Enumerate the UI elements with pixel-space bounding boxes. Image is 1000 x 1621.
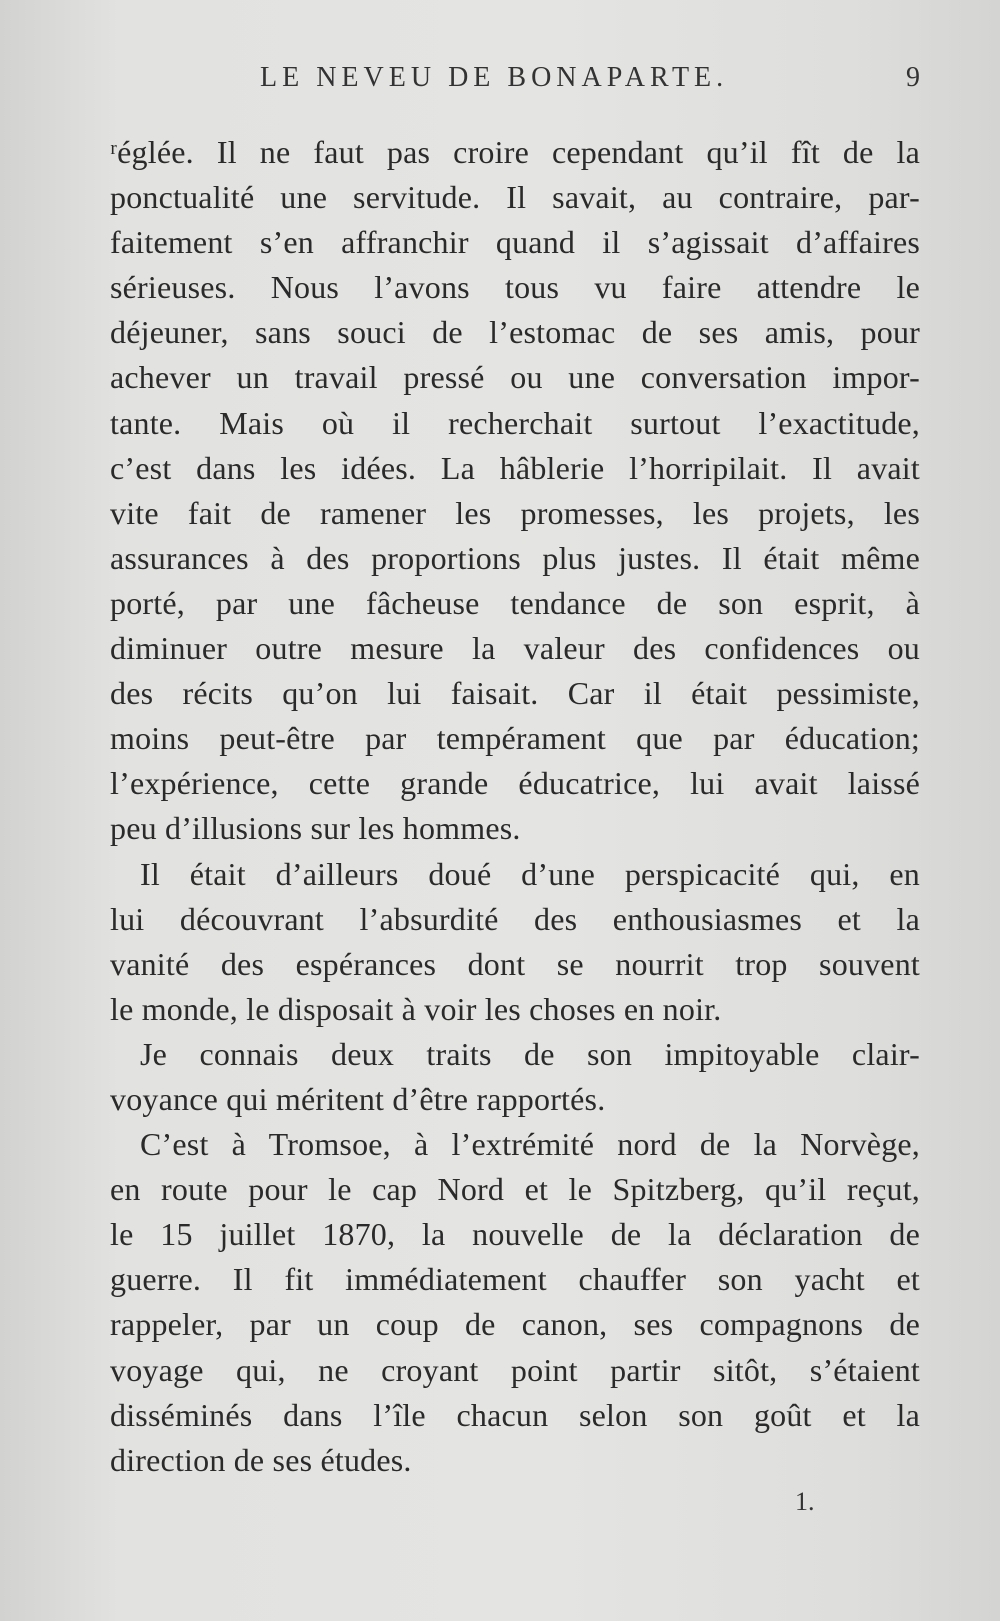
text-line: vanité des espérances dont se nourrit trop souvent [110, 945, 920, 982]
text-line: le 15 juillet 1870, la nouvelle de la déclaration de [110, 1216, 920, 1253]
text-line: tante. Mais où il recherchait surtout l’exactitude, [110, 404, 920, 441]
text-line: Je connais deux traits de son impitoyable clair- [140, 1035, 920, 1072]
text-line: C’est à Tromsoe, à l’extrémité nord de la Norvège, [140, 1126, 920, 1163]
text-line: diminuer outre mesure la valeur des confidences ou [110, 630, 920, 667]
running-head [110, 62, 920, 102]
text-line: rappeler, par un coup de canon, ses compagnons de [110, 1306, 920, 1343]
body-text [110, 130, 920, 1483]
text-line: voyance qui méritent d’être rapportés. [110, 1080, 606, 1117]
text-line: achever un travail pressé ou une conversation impor- [110, 359, 920, 396]
text-line: vite fait de ramener les promesses, les projets, les [110, 494, 920, 531]
text-line: moins peut-être par tempérament que par éducation; [110, 720, 920, 757]
text-line: sérieuses. Nous l’avons tous vu faire attendre le [110, 269, 920, 306]
text-line: Il était d’ailleurs doué d’une perspicacité qui, en [140, 855, 920, 892]
text-line: le monde, le disposait à voir les choses en noir. [110, 990, 722, 1027]
text-line: c’est dans les idées. La hâblerie l’horripilait. Il avait [110, 449, 920, 486]
text-line: disséminés dans l’île chacun selon son goût et la [110, 1396, 920, 1433]
text-line: ponctualité une servitude. Il savait, au contraire, par- [110, 179, 920, 216]
text-line: l’expérience, cette grande éducatrice, lui avait laissé [110, 765, 920, 802]
text-line: en route pour le cap Nord et le Spitzberg, qu’il reçut, [110, 1171, 920, 1208]
text-line: déjeuner, sans souci de l’estomac de ses amis, pour [110, 314, 920, 351]
text-line: peu d’illusions sur les hommes. [110, 810, 521, 847]
text-line: assurances à des proportions plus justes. Il était même [110, 539, 920, 576]
text-line: des récits qu’on lui faisait. Car il était pessimiste, [110, 675, 920, 712]
text-line: faitement s’en affranchir quand il s’agissait d’affaires [110, 224, 920, 261]
signature-mark: 1. [795, 1487, 815, 1516]
text-line: lui découvrant l’absurdité des enthousiasmes et la [110, 900, 920, 937]
text-line: direction de ses études. [110, 1441, 412, 1478]
page-number: 9 [906, 62, 920, 93]
text-line: porté, par une fâcheuse tendance de son esprit, à [110, 584, 920, 621]
running-title: LE NEVEU DE BONAPARTE. [260, 62, 729, 93]
text-line: guerre. Il fit immédiatement chauffer son yacht et [110, 1261, 920, 1298]
text-line: voyage qui, ne croyant point partir sitôt, s’étaient [110, 1351, 920, 1388]
text-line: ʳéglée. Il ne faut pas croire cependant qu’il fît de la [110, 134, 920, 170]
